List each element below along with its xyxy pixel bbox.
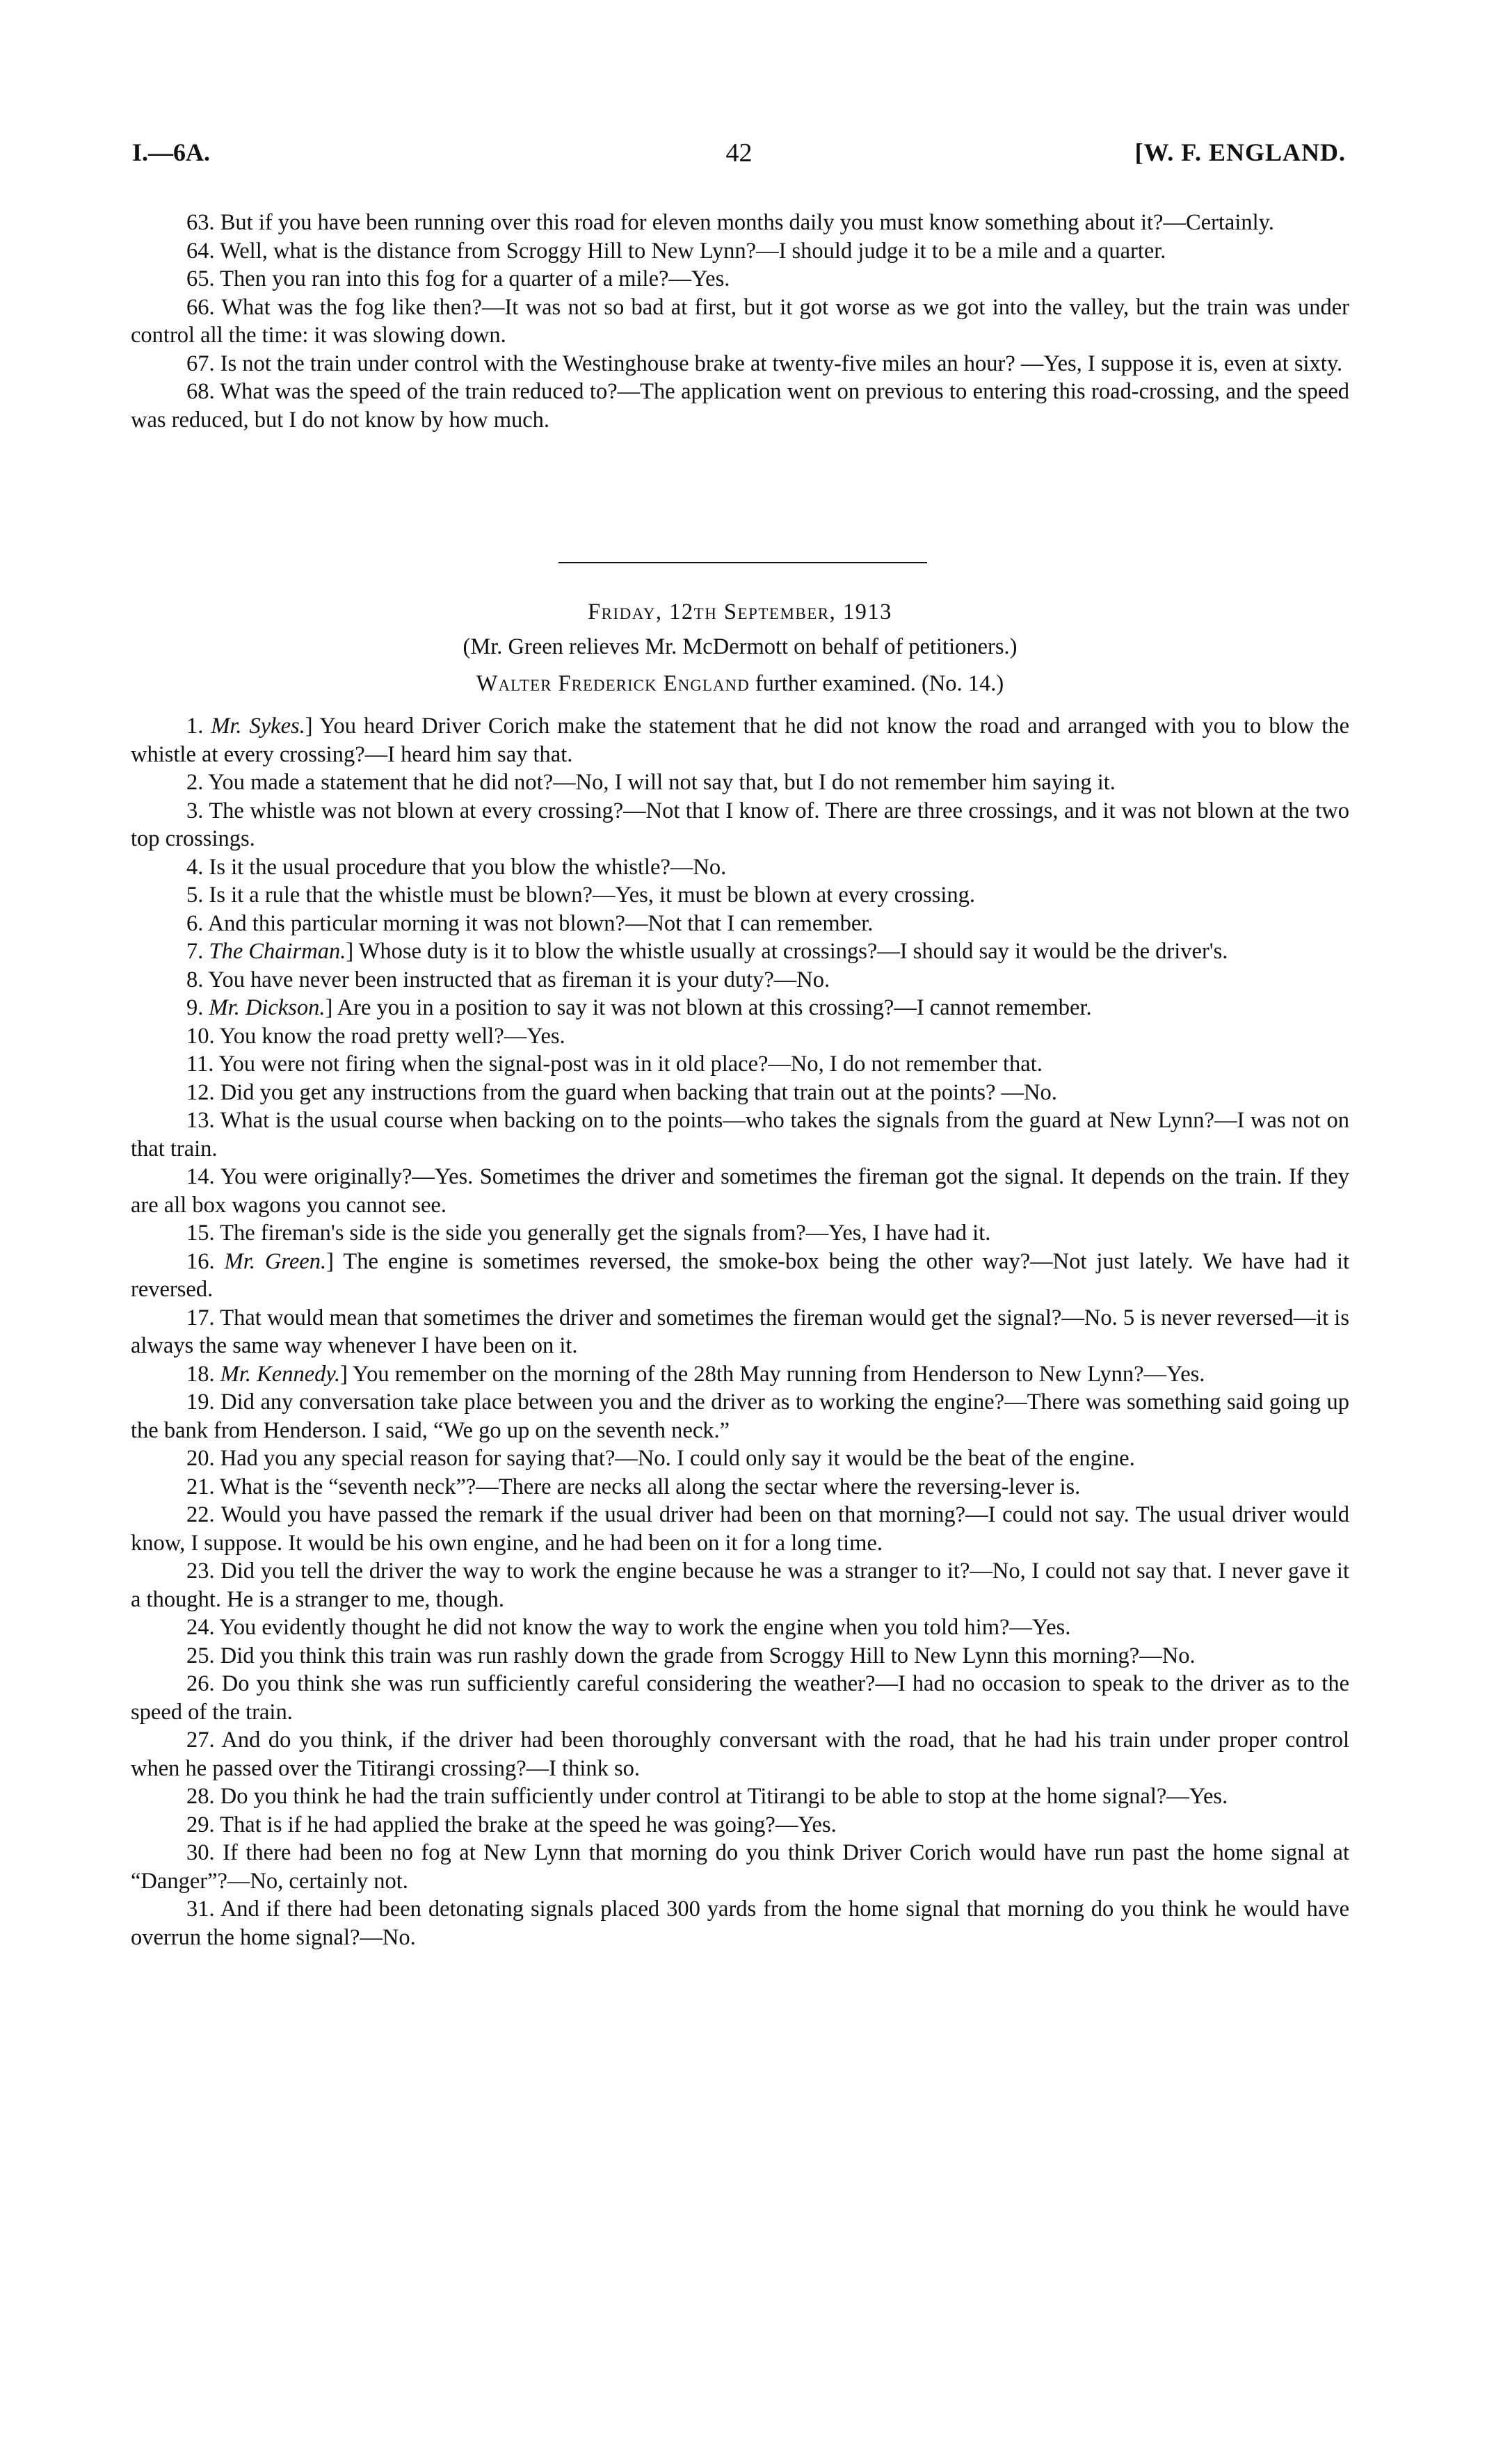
paragraph-text: 23. Did you tell the driver the way to work the engine because he was a stranger to it?—No, I could not say that. I never gave it a thought. He is a stranger to me, though. [131,1559,1349,1612]
question-paragraph [131,1304,1349,1360]
question-paragraph [131,1782,1349,1811]
paragraph-text: ] Whose duty is it to blow the whistle usually at crossings?—I should say it would be the driver's. [346,939,1228,964]
paragraph-text: 8. You have never been instructed that as fireman it is your duty?—No. [186,967,830,992]
question-paragraph [131,1895,1349,1951]
running-head [132,138,1346,179]
paragraph-text: 7. [186,939,209,964]
question-paragraph [131,1811,1349,1839]
question-paragraph [131,712,1349,768]
question-paragraph: 68. What was the speed of the train reduced to?—The application went on previous to entering this road-crossing, and the speed was reduced, but I do not know by how much. [131,379,1349,433]
question-paragraph [131,966,1349,995]
witness-name: Walter Frederick England [476,671,750,696]
question-paragraph [131,1388,1349,1444]
paragraph-text: 5. Is it a rule that the whistle must be blown?—Yes, it must be blown at every crossing. [186,883,976,908]
question-paragraph [131,1219,1349,1248]
paragraph-text: ] The engine is sometimes reversed, the smoke-box being the other way?—Not just lately. We have had it reversed. [131,1248,1349,1302]
witness-header: [W. F. ENGLAND. [1134,138,1346,166]
paragraph-text: 10. You know the road pretty well?—Yes. [186,1023,565,1049]
evidence-section-2 [131,712,1349,1951]
paragraph-text: 12. Did you get any instructions from the guard when backing that train out at the points? —No. [186,1079,1057,1105]
question-paragraph [131,1613,1349,1642]
paragraph-text: 19. Did any conversation take place between you and the driver as to working the engine?—There was something said going up the bank from Henderson. I said, “We go up on the seventh neck.” [131,1390,1349,1443]
paragraph-text: 17. That would mean that sometimes the driver and sometimes the fireman would get the signal?—No. 5 is never reversed—it is always the same way whenever I have been on it. [131,1305,1349,1358]
question-paragraph [131,1022,1349,1051]
paragraph-text: 21. What is the “seventh neck”?—There are necks all along the sectar where the reversing-lever is. [186,1474,1081,1499]
question-paragraph [131,853,1349,882]
question-paragraph [131,1642,1349,1670]
paragraph-text: 2. You made a statement that he did not?—No, I will not say that, but I do not remember him saying it. [186,770,1116,795]
question-paragraph [131,1248,1349,1304]
question-paragraph [131,937,1349,966]
question-paragraph: 65. Then you ran into this fog for a quarter of a mile?—Yes. [186,266,730,291]
paper-reference: I.—6A. [132,138,211,166]
speaker-name: Mr. Dickson. [209,995,325,1020]
paragraph-text: 15. The fireman's side is the side you generally get the signals from?—Yes, I have had it. [186,1221,991,1246]
paragraph-text: 3. The whistle was not blown at every crossing?—Not that I know of. There are three crossings, and it was not blown at the two top crossings. [131,798,1349,851]
paragraph-text: 9. [186,995,209,1020]
paragraph-text: 13. What is the usual course when backing on to the points—who takes the signals from the guard at New Lynn?—I was not on that train. [131,1108,1349,1161]
witness-heading [131,671,1349,697]
question-paragraph [131,768,1349,797]
question-paragraph [131,1106,1349,1163]
question-paragraph: 67. Is not the train under control with the Westinghouse brake at twenty-five miles an hour? —Yes, I suppose it is, even at sixty. [186,351,1343,376]
question-paragraph [131,1839,1349,1895]
section-divider [558,562,927,563]
question-paragraph [131,1444,1349,1473]
question-paragraph [131,881,1349,910]
question-paragraph [131,910,1349,938]
paragraph-text: 14. You were originally?—Yes. Sometimes the driver and sometimes the fireman got the signal. It depends on the train. If they are all box wagons you cannot see. [131,1164,1349,1218]
paragraph-text: 31. And if there had been detonating signals placed 300 yards from the home signal that morning do you think he would have overrun the home signal?—No. [131,1897,1349,1950]
paragraph-text: 16. [186,1248,225,1274]
question-paragraph [131,1473,1349,1501]
paragraph-text: ] You remember on the morning of the 28th May running from Henderson to New Lynn?—Yes. [340,1361,1205,1387]
speaker-name: Mr. Sykes. [211,714,305,739]
question-paragraph: 63. But if you have been running over this road for eleven months daily you must know something about it?—Certainly. [186,210,1274,235]
speaker-name: Mr. Green. [224,1248,327,1274]
question-paragraph: 64. Well, what is the distance from Scroggy Hill to New Lynn?—I should judge it to be a mile and a quarter. [186,238,1166,264]
paragraph-text: 18. [186,1361,220,1387]
question-paragraph [131,1670,1349,1726]
paragraph-text: 26. Do you think she was run sufficiently careful considering the weather?—I had no occasion to speak to the driver as to the speed of the train. [131,1671,1349,1725]
paragraph-text: 11. You were not firing when the signal-post was in it old place?—No, I do not remember that. [186,1052,1043,1077]
question-paragraph [131,994,1349,1022]
paragraph-text: 29. That is if he had applied the brake at the speed he was going?—Yes. [186,1812,837,1837]
paragraph-text: 6. And this particular morning it was not blown?—Not that I can remember. [186,910,874,936]
evidence-section-1 [131,209,1349,434]
question-paragraph [131,1050,1349,1079]
paragraph-text: 25. Did you think this train was run rashly down the grade from Scroggy Hill to New Lynn this morning?—No. [186,1643,1196,1668]
paragraph-text: 28. Do you think he had the train sufficiently under control at Titirangi to be able to stop at the home signal?—Yes. [186,1784,1228,1809]
question-paragraph [131,1557,1349,1613]
question-paragraph [131,1360,1349,1389]
question-paragraph [131,1726,1349,1782]
speaker-name: The Chairman. [209,939,346,964]
paragraph-text: 27. And do you think, if the driver had been thoroughly conversant with the road, that he had his train under proper control when he passed over the Titirangi crossing?—I think so. [131,1728,1349,1781]
question-paragraph: 66. What was the fog like then?—It was not so bad at first, but it got worse as we got into the valley, but the train was under control all the time: it was slowing down. [131,294,1349,348]
page-number: 42 [725,138,753,168]
speaker-name: Mr. Kennedy. [220,1361,341,1387]
session-note: (Mr. Green relieves Mr. McDermott on behalf of petitioners.) [463,634,1018,659]
paragraph-text: 20. Had you any special reason for saying that?—No. I could only say it would be the beat of the engine. [186,1446,1135,1471]
paragraph-text: 30. If there had been no fog at New Lynn that morning do you think Driver Corich would have run past the home signal at “Danger”?—No, certainly not. [131,1840,1349,1894]
question-paragraph [131,797,1349,853]
paragraph-text: 1. [186,714,211,739]
witness-status: further examined. (No. 14.) [749,671,1004,696]
session-date: Friday, 12th September, 1913 [588,599,892,625]
question-paragraph [131,1079,1349,1107]
paragraph-text: ] Are you in a position to say it was not blown at this crossing?—I cannot remember. [325,995,1092,1020]
paragraph-text: 24. You evidently thought he did not know the way to work the engine when you told him?—Yes. [186,1615,1071,1640]
question-paragraph [131,1501,1349,1557]
question-paragraph [131,1163,1349,1219]
paragraph-text: 4. Is it the usual procedure that you blow the whistle?—No. [186,854,727,880]
paragraph-text: 22. Would you have passed the remark if the usual driver had been on that morning?—I could not say. The usual driver would know, I suppose. It would be his own engine, and he had been on it for a long time. [131,1502,1349,1556]
paragraph-text: ] You heard Driver Corich make the statement that he did not know the road and arranged with you to blow the whistle at every crossing?—I heard him say that. [131,714,1349,767]
